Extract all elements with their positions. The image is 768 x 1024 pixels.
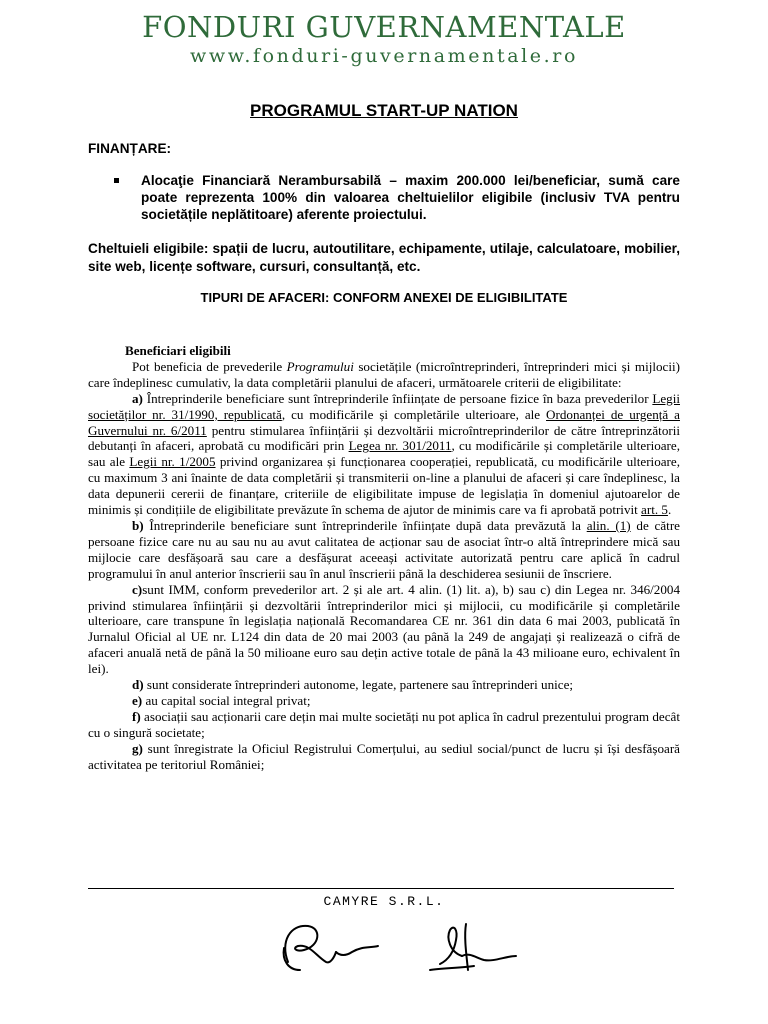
criterion-text: pentru stimularea înființării și dezvoltării microîntreprinderilor de către întreprinzătorii debutanți în afaceri, aprobată cu modificări prin [88,422,681,454]
criterion-text: Întreprinderile beneficiare sunt întreprinderile înființate după data prevăzută la [143,517,587,533]
criterion-label: c) [132,581,143,597]
criterion-text: asociații sau acționarii care dețin mai multe societăți nu pot aplica în cadrul prezentului program decât cu o singură societate; [88,708,680,740]
criterion-text: de către persoane fizice care nu au sau nu au avut calitatea de acționar sau de asociat într-o altă întreprindere mică sau mijlocie care desfășoară sau care a desfășurat aceeași activitate autorizată pentru care aplică în cadrul programului în anul anterior înscrierii sau în anul înscrierii până la deschiderea sesiunii de înscriere. [88,517,680,581]
intro-text: Pot beneficia de prevederile [132,358,287,374]
law-link[interactable]: alin. (1) [586,517,631,533]
criterion-a [88,391,680,518]
criterion-label: f) [132,708,141,724]
brand-title: FONDURI GUVERNAMENTALE [142,10,626,44]
law-link[interactable]: art. 5 [641,502,668,518]
criterion-text: au capital social integral privat; [142,692,311,708]
law-link[interactable]: Ordonanței de urgență a Guvernului nr. 6/2011 [88,406,680,438]
handwritten-signatures-image [270,912,530,982]
eligible-costs: Cheltuieli eligibile: spații de lucru, autoutilitare, echipamente, utilaje, calculatoare, mobilier, site web, licențe software, cursuri, consultanță, etc. [88,241,680,274]
criterion-e [88,693,680,709]
intro-text-cont: societățile (microîntreprinderi, întreprinderi mici și mijlocii) care îndeplinesc cumulativ, la data completării planului de afaceri, următoarele criterii de eligibilitate: [88,358,681,390]
financing-bullet [114,172,680,223]
brand-url[interactable]: www.fonduri-guvernamentale.ro [189,45,579,67]
criterion-text: privind organizarea și funcționarea cooperației, republicată, cu modificările ulterioare, cu maximum 3 ani înainte de data completării și transmiterii on-line a planului de afaceri și care îndeplinesc, la data depunerii cererii de finanțare, criteriile de eligibilitate impuse de legislația în domeniul ajutoarelor de minimis și condițiile de eligibilitate prevăzute în schema de ajutor de minimis care va fi aprobată potrivit [88,454,681,518]
criterion-text: , cu modificările și completările ulterioare, sau ale [88,438,681,470]
criterion-text: sunt IMM, conform prevederilor art. 2 și ale art. 4 alin. (1) lit. a), b) sau c) din Legea nr. 346/2004 privind stimularea înființării și dezvoltării întreprinderilor mici și mijlocii, cu modificările și completările ulterioare, care transpune în legislația națională Recomandarea CE nr. 361 din data 6 mai 2003, publicată în Jurnalul Oficial al UE nr. L124 din data de 20 mai 2003 (au până la 249 de angajați și realizează o cifră de afaceri anuală netă de până la 50 milioane euro sau dețin active totale de până la 43 milioane euro, echivalent în lei). [88,581,680,677]
criterion-c [88,582,680,677]
law-link[interactable]: Legii nr. 1/2005 [129,454,216,470]
intro-paragraph [88,359,680,391]
document-title: PROGRAMUL START-UP NATION [250,101,518,120]
footer-divider [88,888,674,889]
beneficiaries-section [88,343,680,772]
financing-bullet-text: Alocaţie Financiară Nerambursabilă – maxim 200.000 lei/beneficiar, sumă care poate reprezenta 100% din valoarea cheltuielilor eligibile (inclusiv TVA pentru societățile neplătitoare) aferente proiectului. [141,173,680,222]
criterion-label: e) [132,692,143,708]
criterion-f [88,709,680,741]
criterion-label: b) [132,517,144,533]
criterion-label: g) [132,740,143,756]
criterion-text: sunt considerate întreprinderi autonome, legate, partenere sau întreprinderi unice; [143,677,574,693]
brand-header [0,10,768,68]
bullet-square-icon [114,178,119,183]
criterion-text: sunt înregistrate la Oficiul Registrului Comerțului, au sediul social/punct de lucru și își desfășoară activitatea pe teritoriul României; [88,740,680,772]
criterion-text: . [667,502,672,518]
criterion-text: , cu modificările și completările ulterioare, ale [281,406,547,422]
criterion-text: Întreprinderile beneficiare sunt întreprinderile înființate de persoane fizice în baza prevederilor [142,390,653,406]
law-link[interactable]: Legii societăților nr. 31/1990, republicată [88,390,680,422]
beneficiaries-heading: Beneficiari eligibili [125,343,231,358]
criterion-label: d) [132,677,144,693]
signatures [270,912,530,982]
criterion-label: a) [132,390,143,406]
intro-program: Programului [286,358,354,374]
criterion-g [88,741,680,773]
criterion-d [88,677,680,693]
business-types-heading: TIPURI DE AFACERI: CONFORM ANEXEI DE ELIGIBILITATE [200,290,568,305]
law-link[interactable]: Legea nr. 301/2011 [348,438,452,454]
company-name: CAMYRE S.R.L. [323,894,445,909]
financing-heading: FINANȚARE: [88,141,172,156]
criterion-b [88,518,680,582]
